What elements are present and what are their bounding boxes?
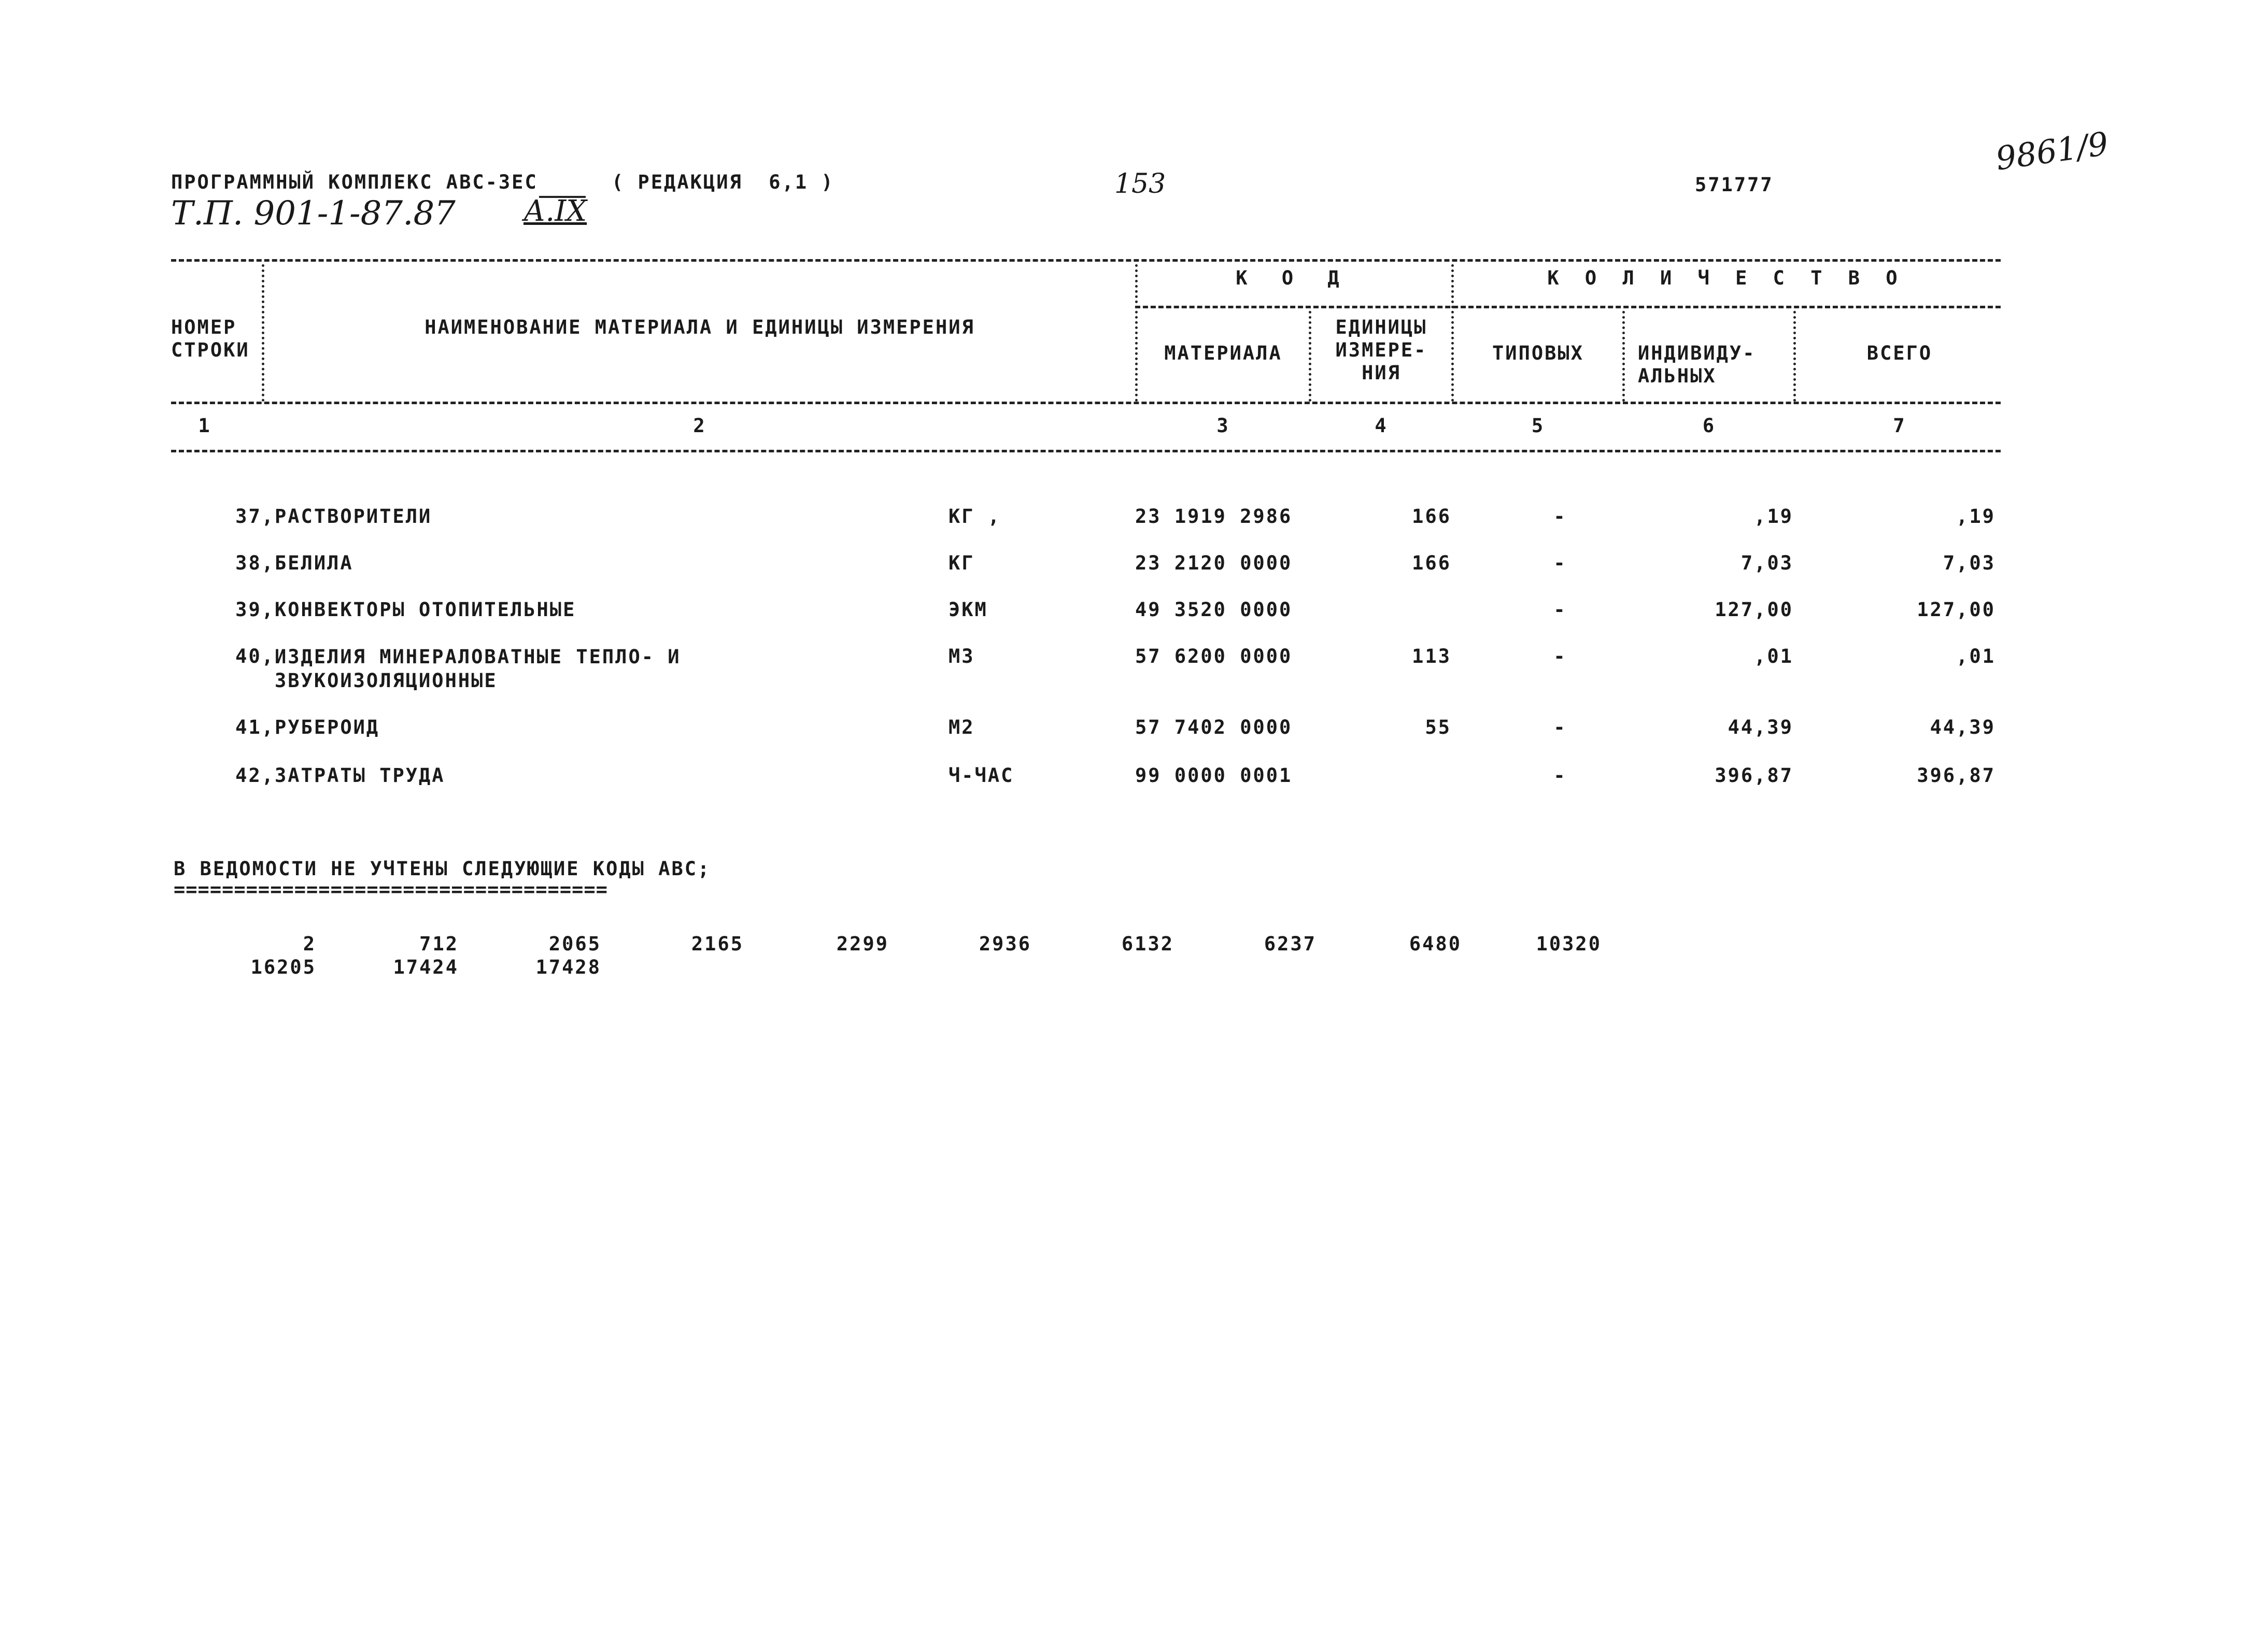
material-code: 99 0000 0001 xyxy=(1135,764,1293,787)
header-quantity-group: К О Л И Ч Е С Т В О xyxy=(1547,267,1905,289)
missing-code: 17428 xyxy=(535,956,601,978)
missing-code: 2 xyxy=(303,933,316,955)
material-code: 23 1919 2986 xyxy=(1135,505,1293,528)
material-name: БЕЛИЛА xyxy=(275,552,353,574)
individual-qty: 44,39 xyxy=(1728,716,1793,738)
total-qty: ,19 xyxy=(1956,505,1995,528)
individual-qty: ,01 xyxy=(1754,645,1793,667)
unit-name: ЭКМ xyxy=(949,599,988,621)
unit-code: 166 xyxy=(1412,505,1451,528)
header-total: ВСЕГО xyxy=(1866,342,1933,364)
unit-code: 113 xyxy=(1412,645,1451,667)
header-bottom-rule xyxy=(171,402,2001,404)
typical-qty: - xyxy=(1553,552,1567,574)
material-code: 23 2120 0000 xyxy=(1135,552,1293,574)
project-code: Т.П. 901-1-87.87 xyxy=(171,194,456,233)
album-number: А.IX xyxy=(523,194,587,228)
material-name: ИЗДЕЛИЯ МИНЕРАЛОВАТНЫЕ ТЕПЛО- И ЗВУКОИЗОЛЯЦИОННЫЕ xyxy=(275,646,681,692)
missing-code: 6132 xyxy=(1121,933,1174,955)
row-number: 39, xyxy=(235,599,275,621)
row-number: 37, xyxy=(235,505,275,528)
subheader-rule xyxy=(1135,306,2001,308)
colnum-3: 3 xyxy=(1216,415,1230,437)
header-name: НАИМЕНОВАНИЕ МАТЕРИАЛА И ЕДИНИЦЫ ИЗМЕРЕНИЯ xyxy=(424,316,975,338)
material-code: 49 3520 0000 xyxy=(1135,599,1293,621)
missing-code: 6480 xyxy=(1409,933,1462,955)
typical-qty: - xyxy=(1553,716,1567,738)
program-title: ПРОГРАММНЫЙ КОМПЛЕКС АВС-3ЕС xyxy=(171,171,538,193)
colnum-2: 2 xyxy=(693,415,706,437)
colnum-bottom-rule xyxy=(171,450,2001,452)
missing-code: 2165 xyxy=(691,933,744,955)
col-sep-5 xyxy=(1622,311,1625,402)
unit-name: Ч-ЧАС xyxy=(949,764,1014,787)
col-sep-3 xyxy=(1309,311,1311,402)
header-code-group: К О Д xyxy=(1236,267,1351,289)
colnum-5: 5 xyxy=(1531,415,1545,437)
row-number: 42, xyxy=(235,764,275,787)
total-qty: 396,87 xyxy=(1917,764,1995,787)
col-sep-4 xyxy=(1451,264,1454,402)
material-code: 57 6200 0000 xyxy=(1135,645,1293,667)
missing-code: 10320 xyxy=(1536,933,1602,955)
colnum-7: 7 xyxy=(1893,415,1906,437)
material-name: ЗАТРАТЫ ТРУДА xyxy=(275,764,445,787)
material-name: РАСТВОРИТЕЛИ xyxy=(275,505,432,528)
missing-code: 6237 xyxy=(1264,933,1316,955)
individual-qty: 7,03 xyxy=(1740,552,1793,574)
colnum-6: 6 xyxy=(1702,415,1716,437)
typical-qty: - xyxy=(1553,599,1567,621)
total-qty: ,01 xyxy=(1956,645,1995,667)
missing-code: 2936 xyxy=(979,933,1031,955)
individual-qty: ,19 xyxy=(1754,505,1793,528)
individual-qty: 127,00 xyxy=(1715,599,1793,621)
row-number: 40, xyxy=(235,645,275,667)
total-qty: 127,00 xyxy=(1917,599,1995,621)
handwritten-ref: 9861/9 xyxy=(1993,124,2111,178)
row-number: 41, xyxy=(235,716,275,738)
unit-code: 166 xyxy=(1412,552,1451,574)
doc-code: 571777 xyxy=(1695,174,1774,196)
missing-code: 2299 xyxy=(836,933,889,955)
header-individual: ИНДИВИДУ- АЛЬНЫХ xyxy=(1638,342,1756,387)
header-typical: ТИПОВЫХ xyxy=(1492,342,1584,364)
individual-qty: 396,87 xyxy=(1715,764,1793,787)
colnum-4: 4 xyxy=(1375,415,1388,437)
missing-code: 17424 xyxy=(393,956,459,978)
material-name: РУБЕРОИД xyxy=(275,716,380,738)
unit-name: М3 xyxy=(949,645,975,667)
edition-label: ( РЕДАКЦИЯ 6,1 ) xyxy=(612,171,834,193)
col-sep-2 xyxy=(1135,264,1138,402)
total-qty: 7,03 xyxy=(1943,552,1995,574)
header-unit: ЕДИНИЦЫ ИЗМЕРЕ- НИЯ xyxy=(1335,316,1427,384)
unit-name: КГ xyxy=(949,552,975,574)
row-number: 38, xyxy=(235,552,275,574)
table-top-rule xyxy=(171,259,2001,262)
material-code: 57 7402 0000 xyxy=(1135,716,1293,738)
colnum-1: 1 xyxy=(198,415,211,437)
typical-qty: - xyxy=(1553,505,1567,528)
unit-name: КГ , xyxy=(949,505,1001,528)
unit-code: 55 xyxy=(1425,716,1451,738)
page-number: 153 xyxy=(1114,168,1166,200)
col-sep-6 xyxy=(1793,311,1796,402)
missing-code: 2065 xyxy=(548,933,601,955)
footer-note: В ВЕДОМОСТИ НЕ УЧТЕНЫ СЛЕДУЮЩИЕ КОДЫ АВС; xyxy=(174,858,711,880)
typical-qty: - xyxy=(1553,645,1567,667)
typical-qty: - xyxy=(1553,764,1567,787)
missing-code: 712 xyxy=(419,933,459,955)
unit-name: М2 xyxy=(949,716,975,738)
col-sep-1 xyxy=(262,264,264,402)
footer-underline: ==================================== xyxy=(174,878,608,901)
header-row-number: НОМЕР СТРОКИ xyxy=(171,316,250,361)
missing-code: 16205 xyxy=(250,956,316,978)
header-material: МАТЕРИАЛА xyxy=(1164,342,1282,364)
material-name: КОНВЕКТОРЫ ОТОПИТЕЛЬНЫЕ xyxy=(275,599,576,621)
total-qty: 44,39 xyxy=(1930,716,1995,738)
